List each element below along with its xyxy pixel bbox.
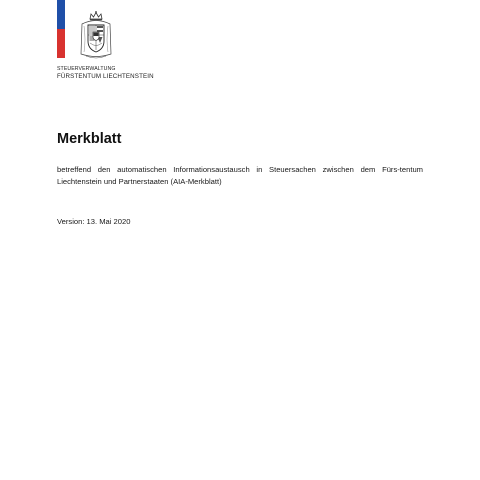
document-title: Merkblatt xyxy=(57,131,122,147)
issuing-authority xyxy=(57,66,257,81)
flag-blue-band xyxy=(57,0,65,29)
flag-stripe xyxy=(57,0,65,58)
org-name-line1: STEUERVERWALTUNG xyxy=(57,66,116,72)
document-subtitle: betreffend den automatischen Informationsaustausch in Steuersachen zwischen dem Fürs-tentum Liechtenstein und Partnerstaaten (AIA-Merkblatt) xyxy=(57,165,423,186)
document-version: Version: 13. Mai 2020 xyxy=(57,217,131,226)
flag-red-band xyxy=(57,29,65,58)
org-name-line2: FÜRSTENTUM LIECHTENSTEIN xyxy=(57,73,154,80)
coat-of-arms-icon xyxy=(78,10,114,62)
